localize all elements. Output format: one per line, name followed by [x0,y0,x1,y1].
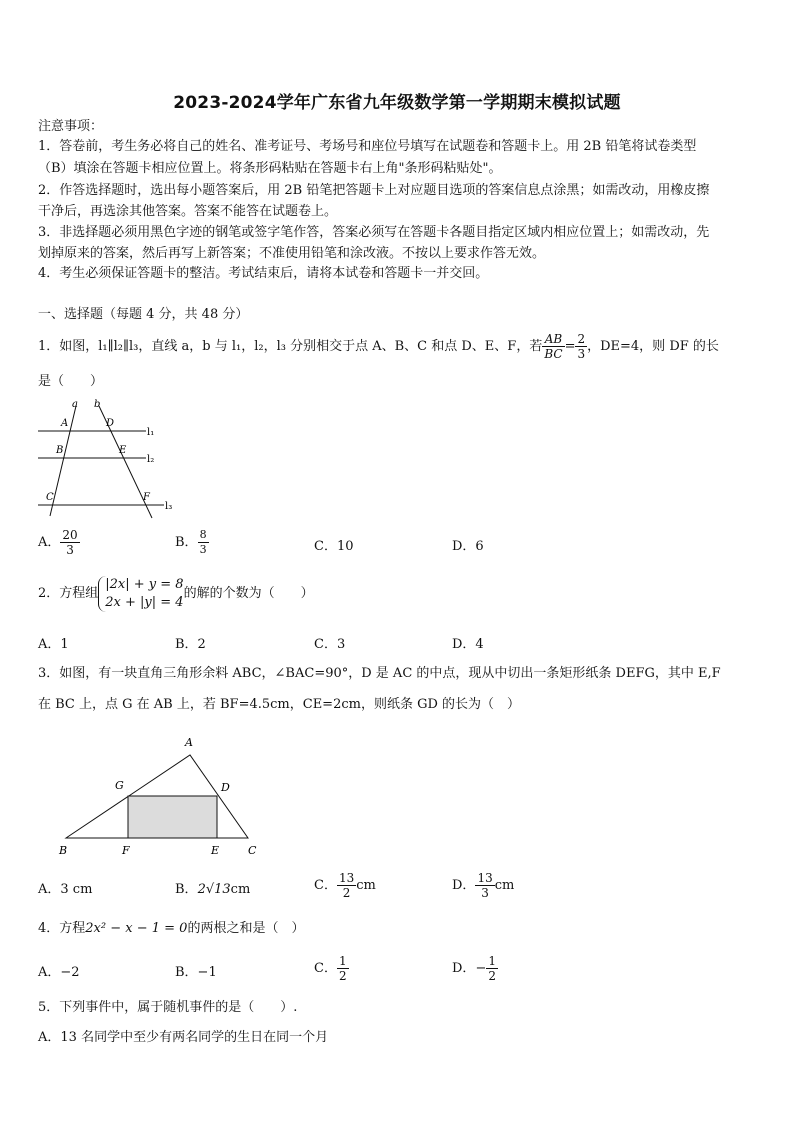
q3-option-b-label: B． [175,882,198,897]
label-B: B [56,445,64,456]
q2-option-a: A．1 [38,637,69,652]
section-heading: 一、选择题（每题 4 分，共 48 分） [38,307,249,322]
q1-ratio-numerator: AB [542,332,564,347]
label-F: F [122,844,130,857]
q1-ratio-value [575,332,587,361]
q1-option-b [175,525,209,561]
q4-option-d-fraction [486,954,498,983]
q4-option-c-den: 2 [338,969,347,983]
q3-option-a: A．3 cm [38,882,93,897]
notice-line-7: 4．考生必须保证答题卡的整洁。考试结束后，请将本试卷和答题卡一并交回。 [38,266,489,281]
q4-option-c-num: 1 [338,954,347,968]
q3-option-c-den: 2 [342,886,351,900]
q1-option-a-label: A． [38,535,61,550]
q3-option-d [452,868,514,904]
q1-text-c: 是（ ） [38,374,104,389]
q4-option-c-label: C． [314,961,337,976]
q1-equals: = [564,339,576,354]
q1-ratio-fraction [542,332,564,361]
label-l3: l₃ [165,501,173,512]
q1-option-a-num: 20 [62,528,78,542]
q3-option-c-unit: cm [356,878,376,893]
notice-line-6: 划掉原来的答案，然后再写上新答案；不准使用铅笔和涂改液。不按以上要求作答无效。 [38,246,546,261]
q4-text-a: 4．方程 [38,921,86,936]
q3-option-d-den: 3 [481,886,489,900]
q4-option-b: B．−1 [175,965,217,980]
q4-option-c-fraction [337,954,349,983]
q1-option-a-den: 3 [66,543,74,557]
label-l1: l₁ [147,427,155,438]
q4-option-d-num: 1 [488,954,496,968]
q3-option-b [175,878,250,897]
q3-option-d-num: 13 [477,871,493,885]
q4-option-d-den: 2 [488,969,496,983]
q1-option-c: C．10 [314,539,354,554]
q2-stem [38,572,314,616]
q4-option-d [452,951,498,987]
q5-option-a: A．13 名同学中至少有两名同学的生日在同一个月 [38,1030,329,1045]
q3-line-2: 在 BC 上，点 G 在 AB 上，若 BF=4.5cm，CE=2cm，则纸条 GD 的长为（ ） [38,697,521,712]
label-D: D [221,781,230,794]
notice-line-2: （B）填涂在答题卡相应位置上。将条形码粘贴在答题卡右上角"条形码粘贴处"。 [38,161,502,176]
q1-option-b-label: B． [175,535,198,550]
q1-option-d: D．6 [452,539,484,554]
q2-option-c: C．3 [314,637,346,652]
q1-option-a-fraction [60,528,79,557]
label-G: G [115,779,124,792]
q4-option-d-label: D． [452,961,476,976]
q3-option-c-num: 13 [338,871,355,885]
notice-heading: 注意事项： [38,119,104,134]
q4-equation: 2x² − x − 1 = 0 [85,921,188,936]
q4-option-d-sign: − [475,961,487,976]
label-E: E [211,844,220,857]
q4-text-b: 的两根之和是（ ） [187,921,305,936]
label-A: A [61,418,69,429]
label-C: C [46,492,54,503]
q1-option-b-den: 3 [199,543,207,556]
label-A: A [185,736,193,749]
label-B: B [59,844,68,857]
q1-option-a [38,525,80,561]
q4-option-c [314,951,349,987]
label-D: D [106,418,115,429]
q2-text-a: 2．方程组 [38,586,99,601]
q1-stem [38,330,719,364]
q2-option-d: D．4 [452,637,484,652]
q3-option-b-unit: cm [230,882,251,897]
q3-line-1: 3．如图，有一块直角三角形余料 ABC，∠BAC=90°，D 是 AC 的中点，现从中切出一条矩形纸条 DEFG，其中 E,F [38,666,721,681]
q2-equation-1: |2x| + y = 8 [105,576,184,592]
q3-option-d-label: D． [452,878,476,893]
q2-option-b: B．2 [175,637,206,652]
q1-text-a: 1．如图，l₁∥l₂∥l₃，直线 a，b 与 l₁，l₂，l₃ 分别相交于点 A、B、C 和点 D、E、F，若 [38,339,543,354]
q1-text-b: ，DE=4，则 DF 的长 [587,339,719,354]
label-a: a [72,399,78,410]
q3-option-c-label: C． [314,878,337,893]
q1-value-denominator: 3 [577,347,586,361]
label-b: b [94,399,101,410]
notice-line-5: 3．非选择题必须用黑色字迹的钢笔或签字笔作答，答案必须写在答题卡各题目指定区域内相应位置上；如需改动，先 [38,225,710,240]
q4-stem [38,919,304,939]
q1-value-numerator: 2 [577,332,586,346]
q3-option-d-unit: cm [494,878,515,893]
q1-figure [34,396,184,522]
label-l2: l₂ [147,454,155,465]
rectangle-defg [128,796,217,838]
label-F: F [143,492,150,503]
label-C: C [248,844,257,857]
q3-option-c [314,868,376,904]
label-E: E [119,445,127,456]
q1-ratio-denominator: BC [544,347,563,361]
q5-stem: 5．下列事件中，属于随机事件的是（ ）. [38,1000,298,1015]
notice-line-4: 干净后，再选涂其他答案。答案不能答在试题卷上。 [38,204,338,219]
q1-option-b-num: 8 [199,528,207,541]
q2-equation-2: 2x + |y| = 4 [105,594,184,610]
q1-option-b-fraction [198,528,209,557]
notice-line-3: 2．作答选择题时，选出每小题答案后，用 2B 铅笔把答题卡上对应题目选项的答案信息点涂黑；如需改动，用橡皮擦 [38,183,710,198]
page-title: 2023-2024学年广东省九年级数学第一学期期末模拟试题 [173,93,621,113]
q2-equation-system [98,576,183,612]
q3-option-b-value: 2√13 [197,882,231,897]
q3-figure [54,730,264,860]
q4-option-a: A．−2 [38,965,80,980]
q2-text-b: 的解的个数为（ ） [183,586,314,601]
notice-line-1: 1．答卷前，考生务必将自己的姓名、准考证号、考场号和座位号填写在试题卷和答题卡上。用 2B 铅笔将试卷类型 [38,139,697,154]
q3-option-c-fraction [337,871,356,900]
q3-option-d-fraction [475,871,494,900]
